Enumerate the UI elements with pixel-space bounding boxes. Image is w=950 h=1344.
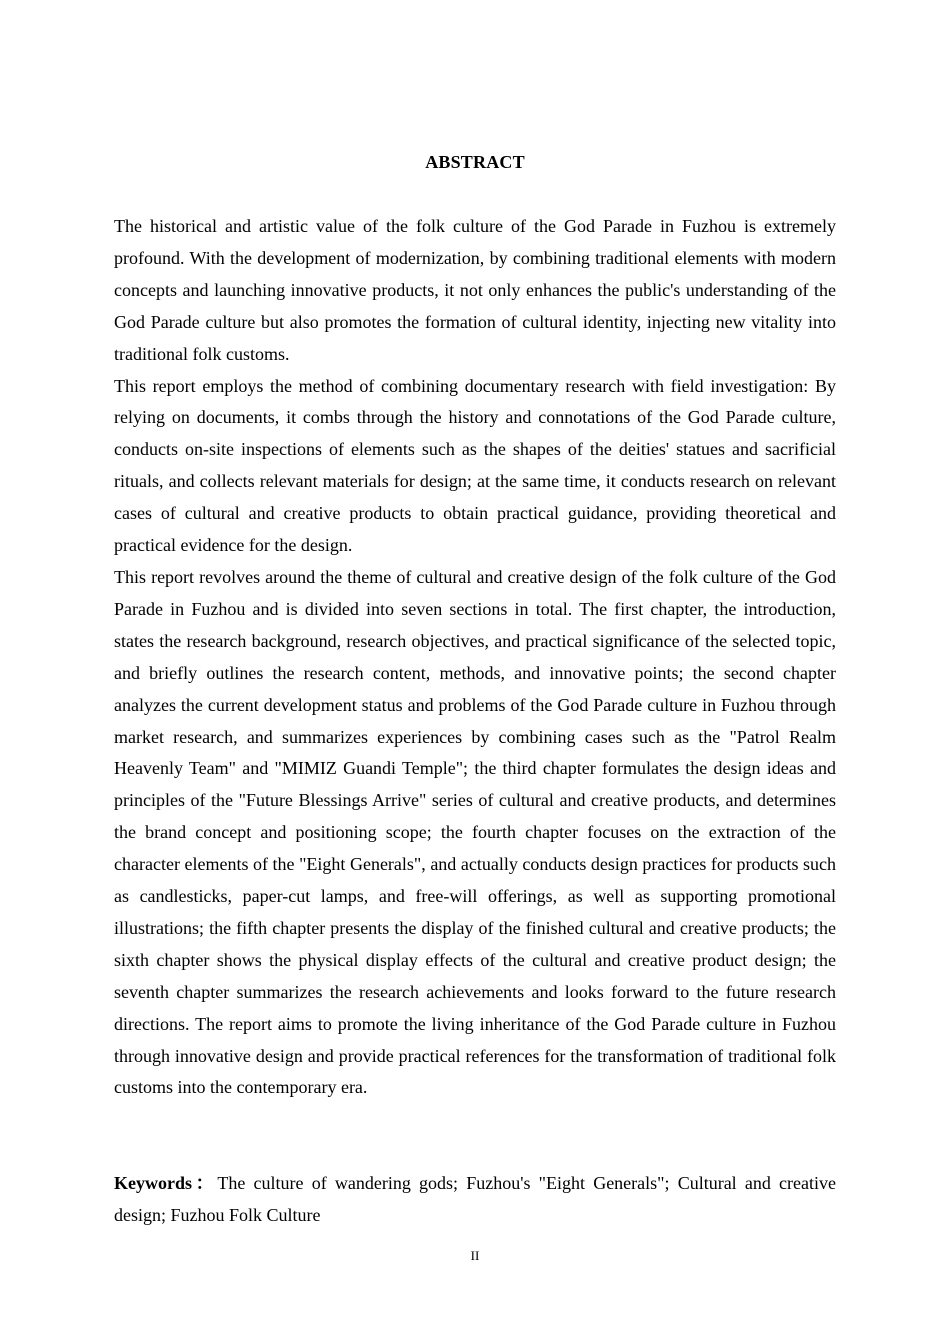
abstract-title: ABSTRACT xyxy=(425,152,525,172)
abstract-paragraph-2: This report employs the method of combining documentary research with field investigation: By relying on documents, it combs through the history and connotations of the God Parade culture, conducts on-site inspections of elements such as the shapes of the deities' statues and sacrificial rituals, and collects relevant materials for design; at the same time, it conducts research on relevant cases of cultural and creative products to obtain practical guidance, providing theoretical and practical evidence for the design. xyxy=(114,375,836,556)
abstract-paragraph-3: This report revolves around the theme of cultural and creative design of the folk culture of the God Parade in Fuzhou and is divided into seven sections in total. The first chapter, the introduction, states the research background, research objectives, and practical significance of the selected topic, and briefly outlines the research content, methods, and innovative points; the second chapter analyzes the current development status and problems of the God Parade culture in Fuzhou through market research, and summarizes experiences by combining cases such as the "Patrol Realm Heavenly Team" and "MIMIZ Guandi Temple"; the third chapter formulates the design ideas and principles of the "Future Blessings Arrive" series of cultural and creative products, and determines the brand concept and positioning scope; the fourth chapter focuses on the extraction of the character elements of the "Eight Generals", and actually conducts design practices for products such as candlesticks, paper-cut lamps, and free-will offerings, as well as supporting promotional illustrations; the fifth chapter presents the display of the finished cultural and creative products; the sixth chapter shows the physical display effects of the cultural and creative product design; the seventh chapter summarizes the research achievements and looks forward to the future research directions. The report aims to promote the living inheritance of the God Parade culture in Fuzhou through innovative design and provide practical references for the transformation of traditional folk customs into the contemporary era. xyxy=(114,566,836,1098)
keywords-text: The culture of wandering gods; Fuzhou's "Eight Generals"; Cultural and creative design; Fuzhou Folk Culture xyxy=(114,1173,836,1225)
keywords-label: Keywords： xyxy=(114,1173,218,1193)
abstract-paragraph-1: The historical and artistic value of the folk culture of the God Parade in Fuzhou is extremely profound. With the development of modernization, by combining traditional elements with modern concepts and launching innovative products, it not only enhances the public's understanding of the God Parade culture but also promotes the formation of cultural identity, injecting new vitality into traditional folk customs. xyxy=(114,216,836,364)
abstract-body xyxy=(114,211,836,1104)
keywords-line xyxy=(114,1168,836,1232)
page-number: II xyxy=(470,1248,480,1263)
